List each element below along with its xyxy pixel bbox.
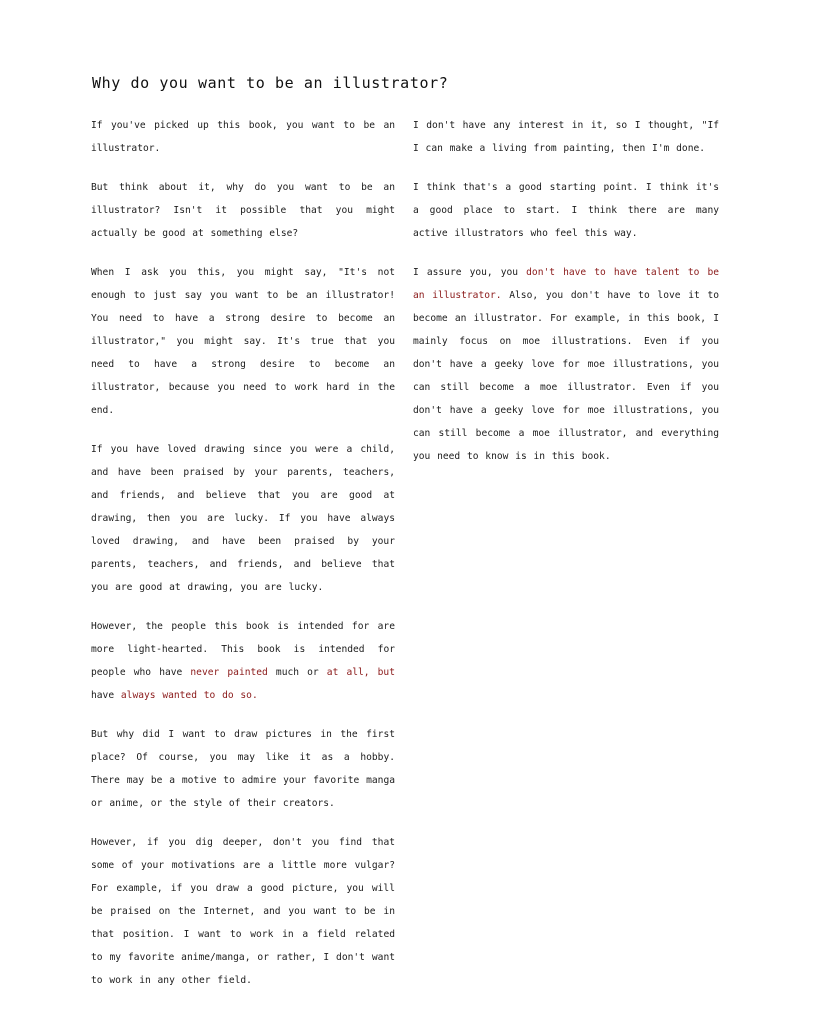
paragraph xyxy=(413,176,719,245)
highlighted-text: at all, but xyxy=(326,667,395,678)
text-segment: When I ask you this, you might say, "It's not enough to just say you want to be an illustrator! You need to have a strong desire to become an illustrator," you might say. It's true that you need to have a strong desire to become an illustrator, because you need to work hard in the end. xyxy=(91,267,395,416)
paragraph xyxy=(413,114,719,160)
text-segment: If you've picked up this book, you want to be an illustrator. xyxy=(91,120,395,154)
text-segment: I think that's a good starting point. I think it's a good place to start. I think there are many active illustrators who feel this way. xyxy=(413,182,719,239)
text-segment: Also, you don't have to love it to become an illustrator. For example, in this book, I mainly focus on moe illustrations. Even if you don't have a geeky love for moe illustrations, you can still become a moe illustrator. Even if you don't have a geeky love for moe illustrations, you can still become a moe illustrator, and everything you need to know is in this book. xyxy=(413,290,719,462)
text-segment: If you have loved drawing since you were a child, and have been praised by your parents, teachers, and friends, and believe that you are good at drawing, then you are lucky. If you have always loved drawing, and have been praised by your parents, teachers, and friends, and believe that you are good at drawing, you are lucky. xyxy=(91,444,395,593)
text-segment: However, if you dig deeper, don't you find that some of your motivations are a little more vulgar? For example, if you draw a good picture, you will be praised on the Internet, and you want to be in that position. I want to work in a field related to my favorite anime/manga, or rather, I don't want to work in any other field. xyxy=(91,837,395,986)
text-segment: However, the people this book is intended for are more light-hearted. This book is intended for people who have xyxy=(91,621,395,678)
highlighted-text: never painted xyxy=(190,667,268,678)
paragraph xyxy=(91,176,395,245)
highlighted-text: don't have to have talent to be an illustrator. xyxy=(413,267,719,301)
text-segment: much or xyxy=(267,667,327,678)
right-column xyxy=(413,114,719,484)
paragraph xyxy=(91,114,395,160)
paragraph xyxy=(91,615,395,707)
paragraph xyxy=(91,438,395,599)
highlighted-text: always wanted to do so. xyxy=(120,690,258,701)
paragraph xyxy=(413,261,719,468)
text-segment: have xyxy=(91,690,121,701)
left-column xyxy=(91,114,395,1008)
paragraph xyxy=(91,723,395,815)
paragraph xyxy=(91,831,395,992)
page-title: Why do you want to be an illustrator? xyxy=(92,74,449,92)
text-segment: But think about it, why do you want to be an illustrator? Isn't it possible that you might actually be good at something else? xyxy=(91,182,395,239)
text-segment: But why did I want to draw pictures in the first place? Of course, you may like it as a hobby. There may be a motive to admire your favorite manga or anime, or the style of their creators. xyxy=(91,729,395,809)
paragraph xyxy=(91,261,395,422)
text-segment: I don't have any interest in it, so I thought, "If I can make a living from painting, then I'm done. xyxy=(413,120,719,154)
text-segment: I assure you, you xyxy=(413,267,527,278)
